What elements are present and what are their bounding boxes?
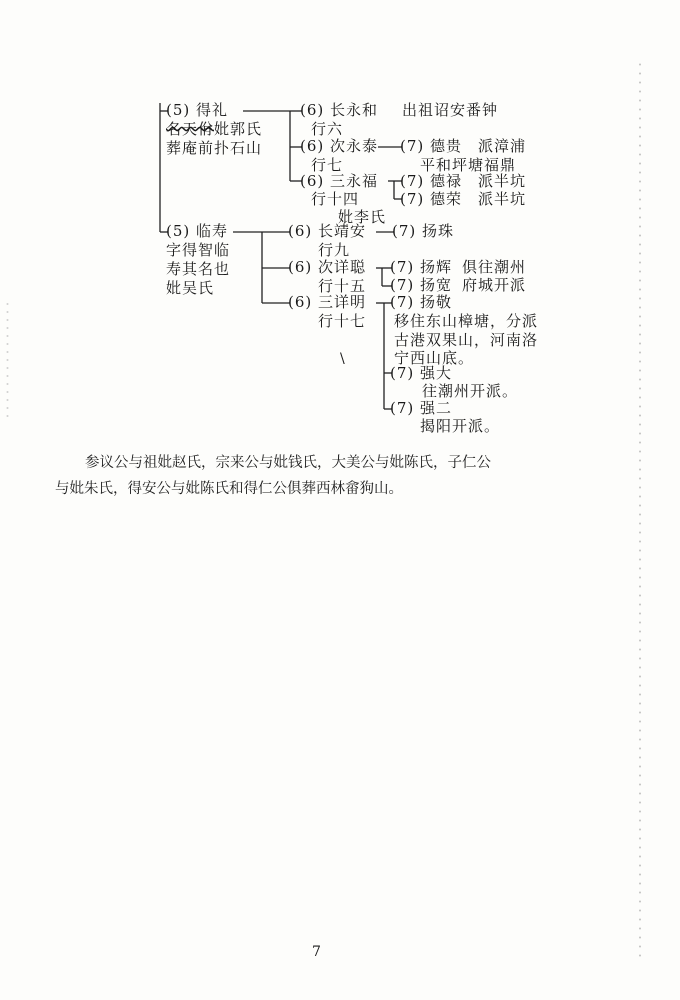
node-7-qiangda: (7) 强大 xyxy=(390,364,453,382)
node-7-qianger-note: 揭阳开派。 xyxy=(420,417,501,435)
node-7-yanghui: (7) 扬辉 xyxy=(390,258,453,276)
node-7-yangjing-note3: 宁西山底。 xyxy=(394,349,475,367)
node-6-yongtai-rank: 行七 xyxy=(311,156,344,174)
node-7-yangjing-note1: 移住东山樟塘，分派 xyxy=(394,312,539,330)
node-5-linshou-line2: 字得智临 xyxy=(166,241,231,259)
node-6-yongtai: (6) 次永泰 xyxy=(300,137,379,155)
burial-paragraph xyxy=(55,450,635,502)
node-6-yongfu-wife: 妣李氏 xyxy=(338,208,387,226)
node-7-yangkuan: (7) 扬宽 xyxy=(390,276,453,294)
node-7-derong-note: 派半坑 xyxy=(478,190,527,208)
node-7-yangkuan-note: 府城开派 xyxy=(462,276,527,294)
node-6-yonghe: (6) 长永和 xyxy=(300,101,379,119)
node-6-yonghe-note: 出祖诏安番钟 xyxy=(402,101,499,119)
node-5-linshou: (5) 临寿 xyxy=(166,222,229,240)
node-6-yonghe-rank: 行六 xyxy=(311,120,344,138)
node-6-xiangming: (6) 三详明 xyxy=(288,293,367,311)
paragraph-line-2: 与妣朱氏，得安公与妣陈氏和得仁公俱葬西林畲狗山。 xyxy=(55,481,403,497)
node-5-linshou-line3: 寿其名也 xyxy=(166,260,231,278)
page-number: 7 xyxy=(312,944,321,960)
node-5-linshou-wife: 妣吴氏 xyxy=(166,279,215,297)
node-7-derong: (7) 德荣 xyxy=(400,190,463,208)
node-5-deli-alias xyxy=(166,120,262,139)
node-5-deli-wife: 妣郭氏 xyxy=(214,120,263,138)
node-5-deli: (5) 得礼 xyxy=(166,101,229,119)
node-6-xiangcong-rank: 行十五 xyxy=(318,277,367,295)
node-7-yangjing-note2: 古港双果山，河南洛 xyxy=(394,331,539,349)
node-6-xiangcong: (6) 次详聪 xyxy=(288,258,367,276)
paragraph-line-1: 参议公与祖妣赵氏，宗来公与妣钱氏，大美公与妣陈氏，子仁公 xyxy=(85,455,491,471)
node-7-qiangda-note: 往潮州开派。 xyxy=(422,382,519,400)
node-6-xiangming-rank: 行十七 xyxy=(318,312,367,330)
node-7-yanghui-note: 俱往潮州 xyxy=(462,258,527,276)
node-7-delu: (7) 德禄 xyxy=(400,172,463,190)
node-7-yangzhu: (7) 扬珠 xyxy=(392,222,455,240)
node-6-yongfu-rank: 行十四 xyxy=(311,190,360,208)
node-7-degui-note1: 派漳浦 xyxy=(478,137,527,155)
node-7-yangjing: (7) 扬敬 xyxy=(390,293,453,311)
node-5-deli-burial: 葬庵前扑石山 xyxy=(166,139,263,157)
node-7-delu-note: 派半坑 xyxy=(478,172,527,190)
node-7-degui-note2: 平和坪塘福鼎 xyxy=(420,156,517,174)
node-7-qianger: (7) 强二 xyxy=(390,399,453,417)
node-6-yongfu: (6) 三永福 xyxy=(300,172,379,190)
node-6-jingan-rank: 行九 xyxy=(318,241,351,259)
stray-mark: \ xyxy=(340,351,346,367)
node-7-degui: (7) 德贵 xyxy=(400,137,463,155)
crossed-out-name: 名天佾 xyxy=(166,120,215,138)
node-6-jingan: (6) 长靖安 xyxy=(288,222,367,240)
